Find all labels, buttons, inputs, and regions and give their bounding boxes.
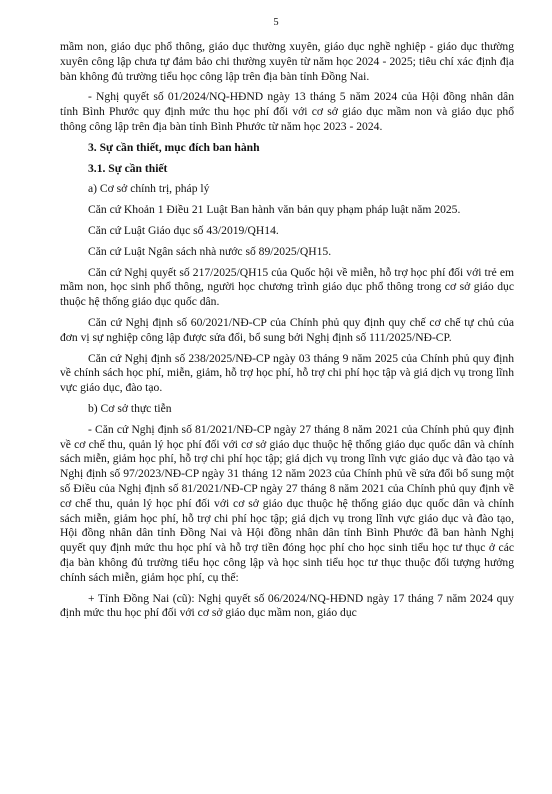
paragraph-decree-81-2021: - Căn cứ Nghị định số 81/2021/NĐ-CP ngày 27 tháng 8 năm 2021 của Chính phủ quy định về cơ chế thu, quản lý học phí đối với cơ sở giáo dục thuộc hệ thống giáo dục quốc dân và chính sách miễn, giảm học phí, hỗ trợ chi phí học tập; giá dịch vụ trong lĩnh vực giáo dục và đào tạo và Nghị định số 97/2023/NĐ-CP ngày 31 tháng 12 năm 2023 của Chính phủ về sửa đổi bổ sung một số Điều của Nghị định số 81/2021/NĐ-CP ngày 27 tháng 8 năm 2021 của Chính phủ quy định về cơ chế thu, quản lý học phí đối với cơ sở giáo dục thuộc hệ thống giáo dục quốc dân và chính sách miễn, giảm học phí, hỗ trợ chi phí học tập; giá dịch vụ trong lĩnh vực giáo dục và đào tạo, Hội đồng nhân dân tỉnh Đồng Nai và Hội đồng nhân dân tỉnh Bình Phước đã ban hành Nghị quyết quy định mức thu học phí và hỗ trợ tiền đóng học phí cho học sinh tiểu học tư thục ở các địa bàn không đủ trường tiểu học công lập và học sinh tiểu học tư thục thuộc đối tượng hưởng chính sách miễn, giảm học phí, cụ thể: (60, 422, 514, 584)
section-heading-3-1: 3.1. Sự cần thiết (88, 161, 168, 175)
paragraph-resolution-01-2024: - Nghị quyết số 01/2024/NQ-HĐND ngày 13 tháng 5 năm 2024 của Hội đồng nhân dân tỉnh Bình Phước quy định mức thu học phí đối với cơ sở giáo dục mầm non và giáo dục phổ thông công lập trên địa bàn tỉnh Bình Phước từ năm học 2023 - 2024. (60, 90, 514, 133)
paragraph-resolution-217-2025: Căn cứ Nghị quyết số 217/2025/QH15 của Quốc hội về miễn, hỗ trợ học phí đối với trẻ em mầm non, học sinh phổ thông, người học chương trình giáo dục phổ thông trong cơ sở giáo dục thuộc hệ thống giáo dục quốc dân. (60, 265, 514, 309)
page-number: 5 (273, 17, 279, 28)
paragraph-dong-nai-resolution: + Tỉnh Đồng Nai (cũ): Nghị quyết số 06/2024/NQ-HĐND ngày 17 tháng 7 năm 2024 quy định mức thu học phí đối với cơ sở giáo dục mầm non, giáo dục (60, 591, 514, 620)
paragraph-law-legal-documents: Căn cứ Khoản 1 Điều 21 Luật Ban hành văn bản quy phạm pháp luật năm 2025. (88, 203, 461, 217)
subheading-practical-basis: b) Cơ sở thực tiễn (88, 401, 172, 415)
subheading-political-legal-basis: a) Cơ sở chính trị, pháp lý (88, 182, 210, 196)
section-heading-3: 3. Sự cần thiết, mục đích ban hành (88, 140, 260, 154)
paragraph-law-education: Căn cứ Luật Giáo dục số 43/2019/QH14. (88, 223, 279, 237)
paragraph-decree-238-2025: Căn cứ Nghị định số 238/2025/NĐ-CP ngày 03 tháng 9 năm 2025 của Chính phủ quy định về chính sách học phí, miễn, giảm, hỗ trợ học phí, hỗ trợ chi phí học tập và giá dịch vụ trong lĩnh vực giáo dục, đào tạo. (60, 351, 514, 395)
paragraph-law-state-budget: Căn cứ Luật Ngân sách nhà nước số 89/2025/QH15. (88, 244, 332, 258)
document-body (60, 40, 514, 621)
paragraph-continuation: mầm non, giáo dục phổ thông, giáo dục thường xuyên, giáo dục nghề nghiệp - giáo dục thường xuyên công lập chưa tự đảm bảo chi thường xuyên từ năm học 2024 - 2025; tiêu chí xác định địa bàn không đủ trường tiểu học công lập trên địa bàn tỉnh Đồng Nai. (60, 40, 514, 83)
paragraph-decree-60-2021: Căn cứ Nghị định số 60/2021/NĐ-CP của Chính phủ quy định quy chế cơ chế tự chủ của đơn vị sự nghiệp công lập được sửa đổi, bổ sung bởi Nghị định số 111/2025/NĐ-CP. (60, 315, 514, 344)
